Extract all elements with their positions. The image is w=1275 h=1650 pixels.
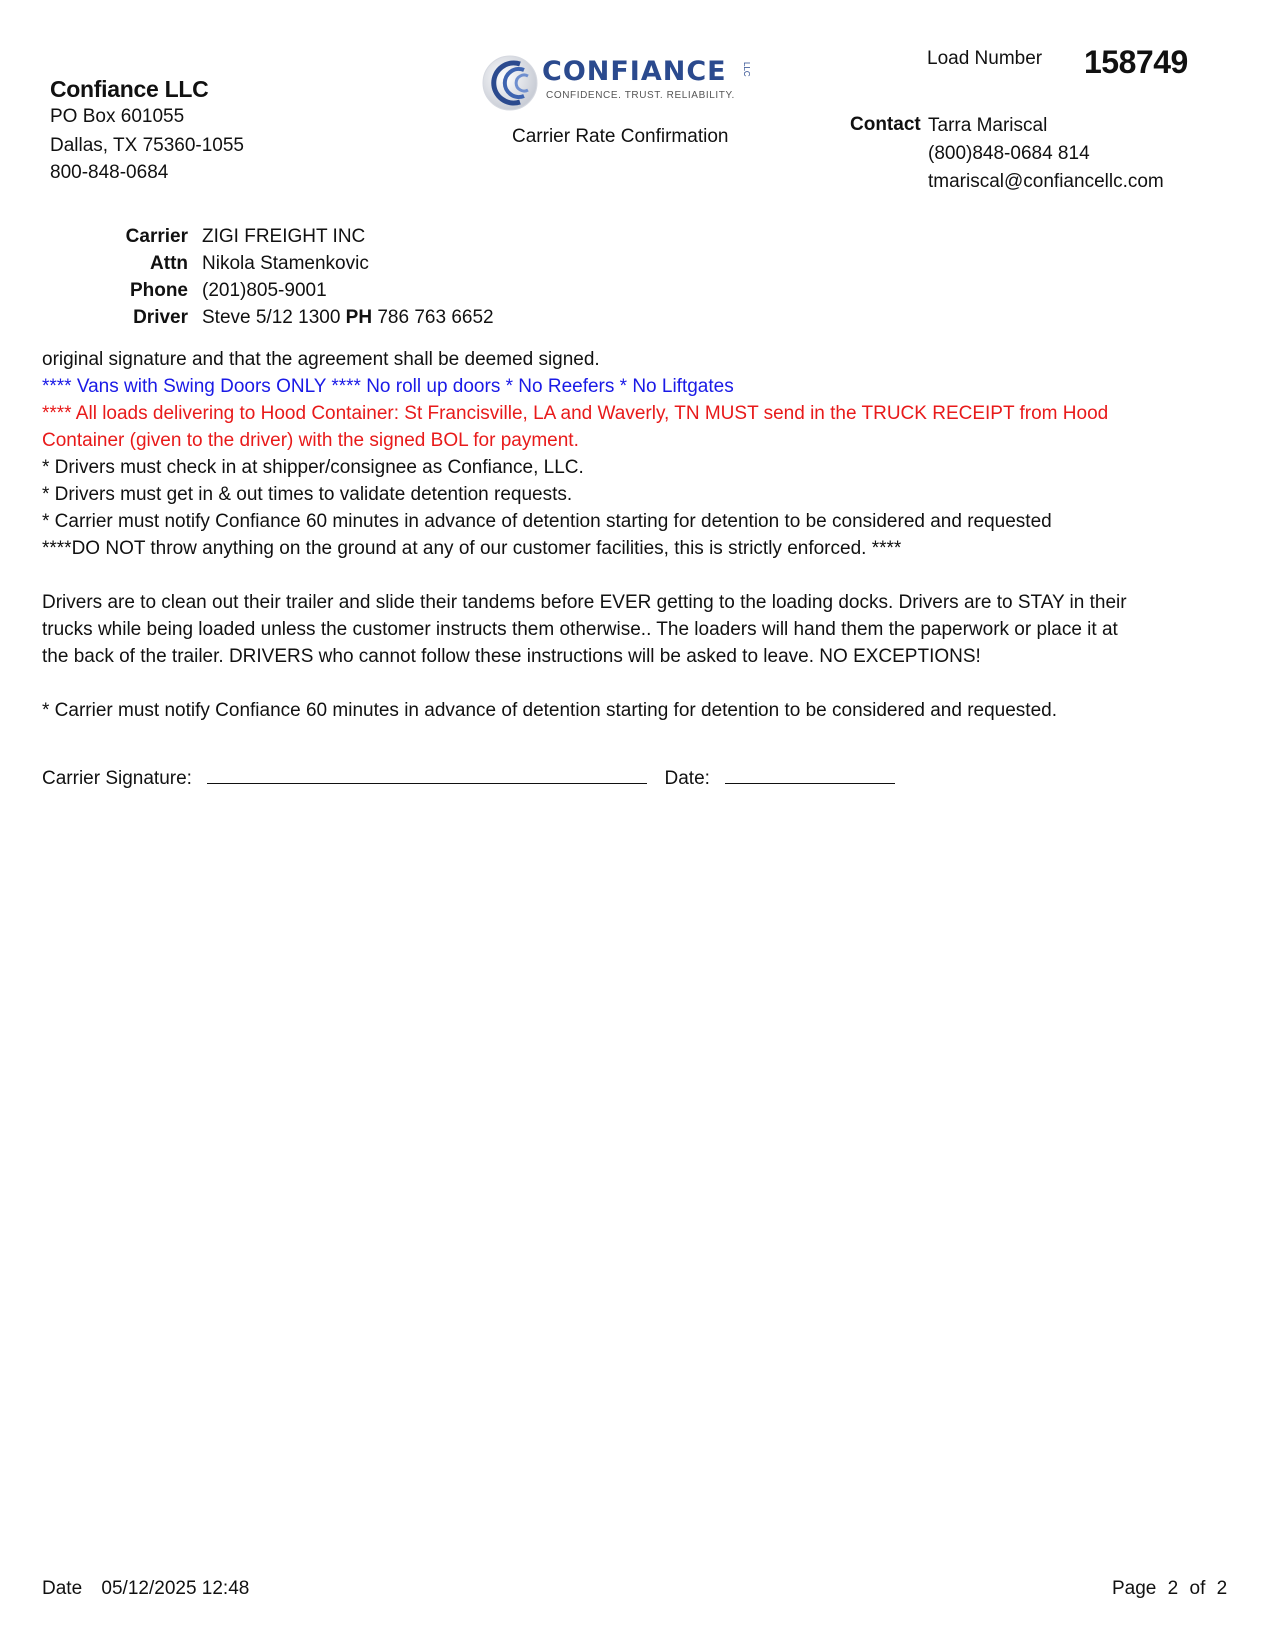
footer-page-total: 2 (1216, 1578, 1228, 1599)
phone-value: (201)805-9001 (202, 280, 327, 301)
load-number-label: Load Number (927, 48, 1043, 69)
logo-wordmark: CONFIANCE (542, 56, 727, 87)
terms-hood-container-2: Container (given to the driver) with the signed BOL for payment. (42, 430, 579, 451)
contact-label: Contact (850, 114, 921, 135)
attn-value: Nikola Stamenkovic (202, 253, 369, 274)
terms-detention-notice: * Carrier must notify Confiance 60 minutes in advance of detention starting for detention to be considered and requested (42, 511, 1052, 532)
footer-date-label: Date (42, 1578, 83, 1599)
terms-swing-doors: **** Vans with Swing Doors ONLY **** No roll up doors * No Reefers * No Liftgates (42, 376, 734, 397)
carrier-signature-label: Carrier Signature: (42, 768, 192, 789)
phone-label: Phone (129, 280, 188, 301)
company-city: Dallas, TX 75360-1055 (50, 135, 244, 156)
footer-page-of: of (1189, 1578, 1206, 1599)
terms-para-line-3: the back of the trailer. DRIVERS who cannot follow these instructions will be asked to leave. NO EXCEPTIONS! (42, 646, 981, 667)
carrier-value: ZIGI FREIGHT INC (202, 226, 366, 247)
terms-para-line-2: trucks while being loaded unless the customer instructs them otherwise.. The loaders will hand them the paperwork or place it at (42, 619, 1118, 640)
terms-check-in: * Drivers must check in at shipper/consignee as Confiance, LLC. (42, 457, 584, 478)
company-phone: 800-848-0684 (50, 162, 169, 183)
contact-email: tmariscal@confiancellc.com (928, 171, 1164, 192)
contact-phone: (800)848-0684 814 (928, 143, 1090, 164)
document-title: Carrier Rate Confirmation (512, 126, 729, 147)
signature-date-label: Date: (664, 768, 710, 789)
load-number: 158749 (1084, 44, 1188, 80)
company-name: Confiance LLC (50, 76, 209, 102)
footer-page (1112, 1578, 1227, 1600)
contact-name: Tarra Mariscal (928, 115, 1048, 136)
footer-date-value: 05/12/2025 12:48 (101, 1578, 250, 1599)
logo-llc: LLC (742, 62, 751, 77)
terms-detention-notice-2: * Carrier must notify Confiance 60 minutes in advance of detention starting for detention to be considered and requested. (42, 700, 1057, 721)
driver-label: Driver (133, 307, 188, 328)
terms-para-line-1: Drivers are to clean out their trailer and slide their tandems before EVER getting to the loading docks. Drivers are to STAY in their (42, 592, 1127, 613)
company-po-box: PO Box 601055 (50, 106, 185, 127)
footer-page-current: 2 (1167, 1578, 1179, 1599)
signature-date-field[interactable] (725, 765, 895, 784)
logo-tagline: CONFIDENCE. TRUST. RELIABILITY. (546, 90, 735, 101)
attn-label: Attn (150, 253, 188, 274)
terms-ground-rule: ****DO NOT throw anything on the ground at any of our customer facilities, this is strictly enforced. **** (42, 538, 902, 559)
driver-ph-label: PH (345, 307, 373, 328)
terms-hood-container-1: **** All loads delivering to Hood Container: St Francisville, LA and Waverly, TN MUST send in the TRUCK RECEIPT from Hood (42, 403, 1109, 424)
confiance-logo (480, 52, 780, 114)
terms-in-out-times: * Drivers must get in & out times to validate detention requests. (42, 484, 573, 505)
carrier-label: Carrier (125, 226, 188, 247)
footer-date (42, 1578, 249, 1600)
carrier-signature-field[interactable] (207, 765, 647, 784)
signature-row (42, 765, 895, 792)
driver-value: Steve 5/12 1300 (202, 307, 341, 328)
driver-info (202, 307, 494, 329)
terms-line-signed: original signature and that the agreement shall be deemed signed. (42, 349, 600, 370)
footer-page-label: Page (1112, 1578, 1157, 1599)
driver-ph-value: 786 763 6652 (377, 307, 494, 328)
